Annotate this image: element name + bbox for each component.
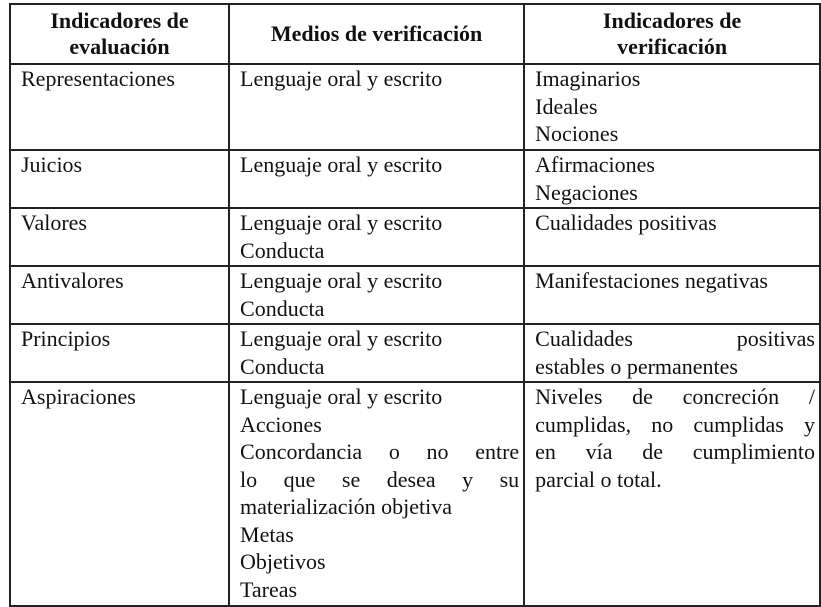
table-row — [10, 266, 820, 324]
verificacion-text: Cualidades positivas — [535, 326, 815, 351]
medios-text: Concordancia o no entre — [240, 439, 520, 464]
medios-text: lo que se desea y su — [240, 466, 520, 492]
medios-text: Conducta — [240, 295, 325, 321]
indicador-text: Aspiraciones — [21, 384, 136, 409]
header-indicadores-evaluacion — [10, 4, 229, 64]
medios-text: Lenguaje oral y escrito — [240, 384, 443, 409]
table-header-row — [10, 4, 820, 64]
cell-medios — [229, 150, 524, 208]
medios-text: Lenguaje oral y escrito — [240, 326, 443, 351]
cell-verificacion — [524, 382, 820, 606]
cell-verificacion — [524, 266, 820, 324]
verificacion-text: parcial o total. — [535, 466, 662, 492]
verificacion-text: Niveles de concreción / — [535, 384, 815, 409]
header-text: Indicadores de — [50, 8, 189, 33]
verificacion-text: Negaciones — [535, 179, 638, 205]
header-text: evaluación — [69, 34, 170, 59]
cell-verificacion — [524, 64, 820, 150]
cell-medios — [229, 208, 524, 266]
cell-indicador — [10, 324, 229, 382]
indicador-text: Valores — [21, 210, 87, 235]
indicador-text: Antivalores — [21, 268, 124, 293]
cell-medios — [229, 382, 524, 606]
medios-text: Lenguaje oral y escrito — [240, 268, 443, 293]
header-text: Indicadores de — [602, 8, 742, 33]
verificacion-text: estables o permanentes — [535, 353, 738, 379]
medios-text: materialización objetiva — [240, 494, 452, 519]
indicador-text: Juicios — [21, 152, 83, 177]
verificacion-text: en vía de cumplimiento — [535, 439, 815, 464]
verificacion-text: cumplidas, no cumplidas y — [535, 411, 815, 437]
table-row — [10, 150, 820, 208]
table-row — [10, 64, 820, 150]
verificacion-text: Nociones — [535, 121, 619, 146]
cell-indicador — [10, 266, 229, 324]
medios-text: Conducta — [240, 353, 325, 379]
table-row — [10, 382, 820, 606]
verificacion-text: Cualidades positivas — [535, 210, 717, 235]
table-row — [10, 324, 820, 382]
medios-text: Conducta — [240, 237, 325, 263]
cell-indicador — [10, 150, 229, 208]
cell-medios — [229, 266, 524, 324]
medios-text: Lenguaje oral y escrito — [240, 66, 443, 91]
header-indicadores-verificacion — [524, 4, 820, 64]
verificacion-text: Imaginarios — [535, 66, 641, 91]
cell-verificacion — [524, 150, 820, 208]
cell-indicador — [10, 382, 229, 606]
verificacion-text: Manifestaciones negativas — [535, 268, 768, 293]
cell-medios — [229, 324, 524, 382]
indicador-text: Principios — [21, 326, 111, 351]
verificacion-text: Afirmaciones — [535, 152, 655, 177]
medios-text: Metas — [240, 521, 294, 547]
evaluation-indicators-table — [9, 3, 821, 607]
medios-text: Tareas — [240, 576, 298, 602]
verificacion-text: Ideales — [535, 93, 598, 119]
cell-indicador — [10, 64, 229, 150]
header-text: verificación — [617, 34, 728, 59]
indicador-text: Representaciones — [21, 66, 175, 91]
medios-text: Lenguaje oral y escrito — [240, 210, 443, 235]
header-text: Medios de verificación — [270, 21, 483, 46]
medios-text: Lenguaje oral y escrito — [240, 152, 443, 177]
cell-verificacion — [524, 208, 820, 266]
cell-verificacion — [524, 324, 820, 382]
medios-text: Acciones — [240, 411, 322, 437]
header-medios-verificacion — [229, 4, 524, 64]
medios-text: Objetivos — [240, 549, 326, 574]
table-row — [10, 208, 820, 266]
cell-indicador — [10, 208, 229, 266]
cell-medios — [229, 64, 524, 150]
